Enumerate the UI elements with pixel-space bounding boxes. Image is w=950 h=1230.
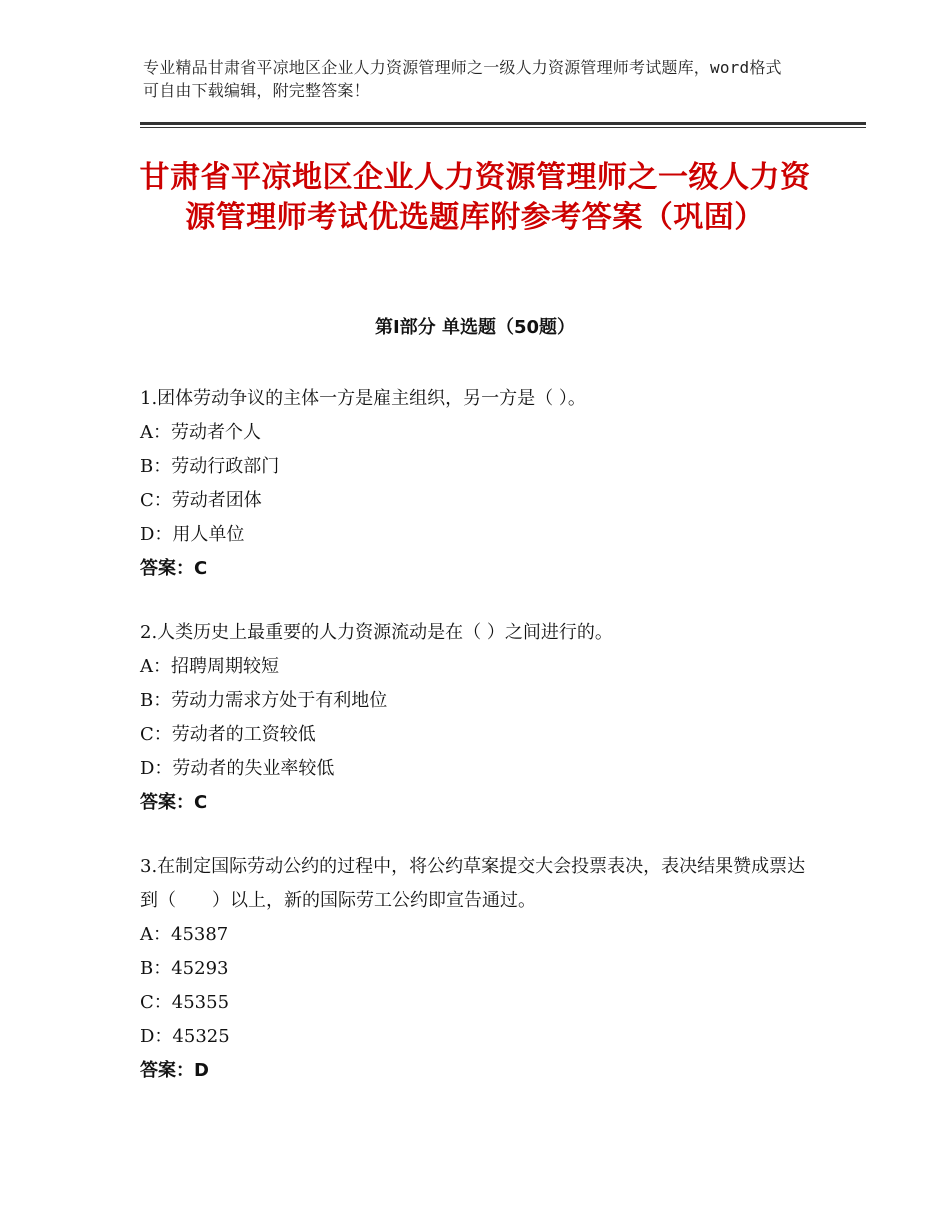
header-rule-thick: [140, 122, 866, 125]
question-1: [140, 382, 820, 586]
answer: 答案：D: [140, 1060, 209, 1081]
option-d: D：劳动者的失业率较低: [140, 758, 335, 779]
option-a: A：45387: [140, 924, 229, 945]
option-d: D：45325: [140, 1026, 230, 1047]
option-a: A：劳动者个人: [140, 422, 261, 443]
section-title: 第Ⅰ部分 单选题（50题）: [374, 317, 575, 338]
option-b: B：45293: [140, 958, 229, 979]
option-b: B：劳动力需求方处于有利地位: [140, 690, 388, 711]
answer: 答案：C: [140, 558, 208, 579]
question-stem: 2.人类历史上最重要的人力资源流动是在（ ）之间进行的。: [140, 622, 613, 643]
answer: 答案：C: [140, 792, 208, 813]
document-title: 甘肃省平凉地区企业人力资源管理师之一级人力资源管理师考试优选题库附参考答案（巩固）: [139, 160, 811, 235]
header-rule-thin: [140, 127, 866, 128]
question-stem: 3.在制定国际劳动公约的过程中，将公约草案提交大会投票表决，表决结果赞成票达到（ ）以上，新的国际劳工公约即宣告通过。: [140, 856, 806, 911]
option-d: D：用人单位: [140, 524, 245, 545]
option-c: C：劳动者团体: [140, 490, 262, 511]
option-a: A：招聘周期较短: [140, 656, 279, 677]
question-list: [140, 382, 820, 1118]
option-c: C：劳动者的工资较低: [140, 724, 316, 745]
question-stem: 1.团体劳动争议的主体一方是雇主组织，另一方是（ ）。: [140, 388, 586, 409]
question-2: [140, 616, 820, 820]
option-b: B：劳动行政部门: [140, 456, 280, 477]
question-3: [140, 850, 820, 1088]
header-note: 专业精品甘肃省平凉地区企业人力资源管理师之一级人力资源管理师考试题库，word格式可自由下载编辑，附完整答案！: [143, 58, 782, 100]
option-c: C：45355: [140, 992, 230, 1013]
